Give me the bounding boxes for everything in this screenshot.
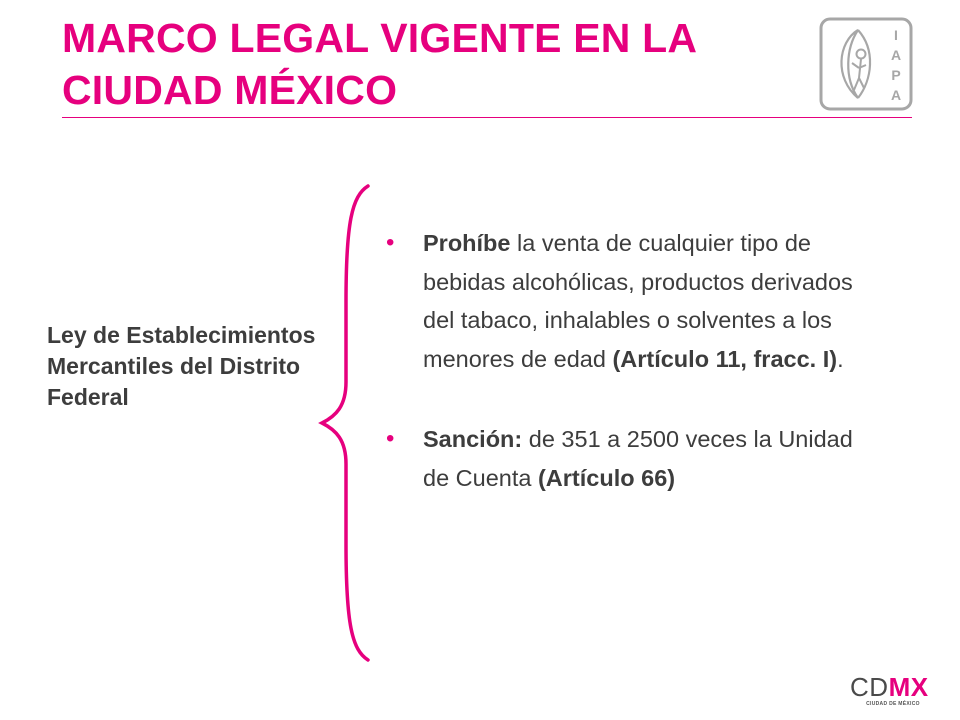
logo-letter-p: P: [891, 67, 901, 83]
bullet-reference: (Artículo 66): [537, 464, 676, 491]
cdmx-subtitle: CIUDAD DE MÉXICO: [866, 701, 920, 707]
bullet-text: la venta de cualquier tipo de bebidas alcohólicas, productos derivados del tabaco, inhalables o solventes a los menores de edad: [423, 230, 853, 372]
bullet-tail: .: [837, 345, 844, 372]
title-divider: [62, 117, 912, 118]
bullet-lead: Prohíbe: [423, 230, 511, 256]
slide-title: MARCO LEGAL VIGENTE EN LA CIUDAD MÉXICO: [62, 15, 696, 113]
logo-letter-a: A: [890, 47, 902, 63]
cdmx-logo: [850, 672, 936, 712]
logo-letter-a2: A: [890, 87, 902, 103]
bullet-sanction: [384, 420, 854, 497]
law-name-label: Ley de Establecimientos Mercantiles del Distrito Federal: [47, 322, 316, 410]
cdmx-wordmark: [850, 672, 936, 703]
bullet-list: [384, 224, 854, 497]
bullet-lead: Sanción:: [423, 426, 523, 452]
bullet-dot: •: [386, 229, 395, 256]
cdmx-mx: MX: [888, 672, 929, 702]
bullet-dot: •: [386, 425, 395, 452]
bullet-reference: (Artículo 11, fracc. I): [612, 345, 838, 372]
logo-letter-i: I: [894, 27, 898, 43]
cdmx-cd: CD: [850, 672, 889, 702]
curly-brace: [316, 182, 376, 664]
iapa-logo-icon: [818, 16, 914, 112]
bullet-prohibition: [384, 224, 854, 378]
bullet-text: de 351 a 2500 veces la Unidad de Cuenta: [423, 426, 853, 491]
